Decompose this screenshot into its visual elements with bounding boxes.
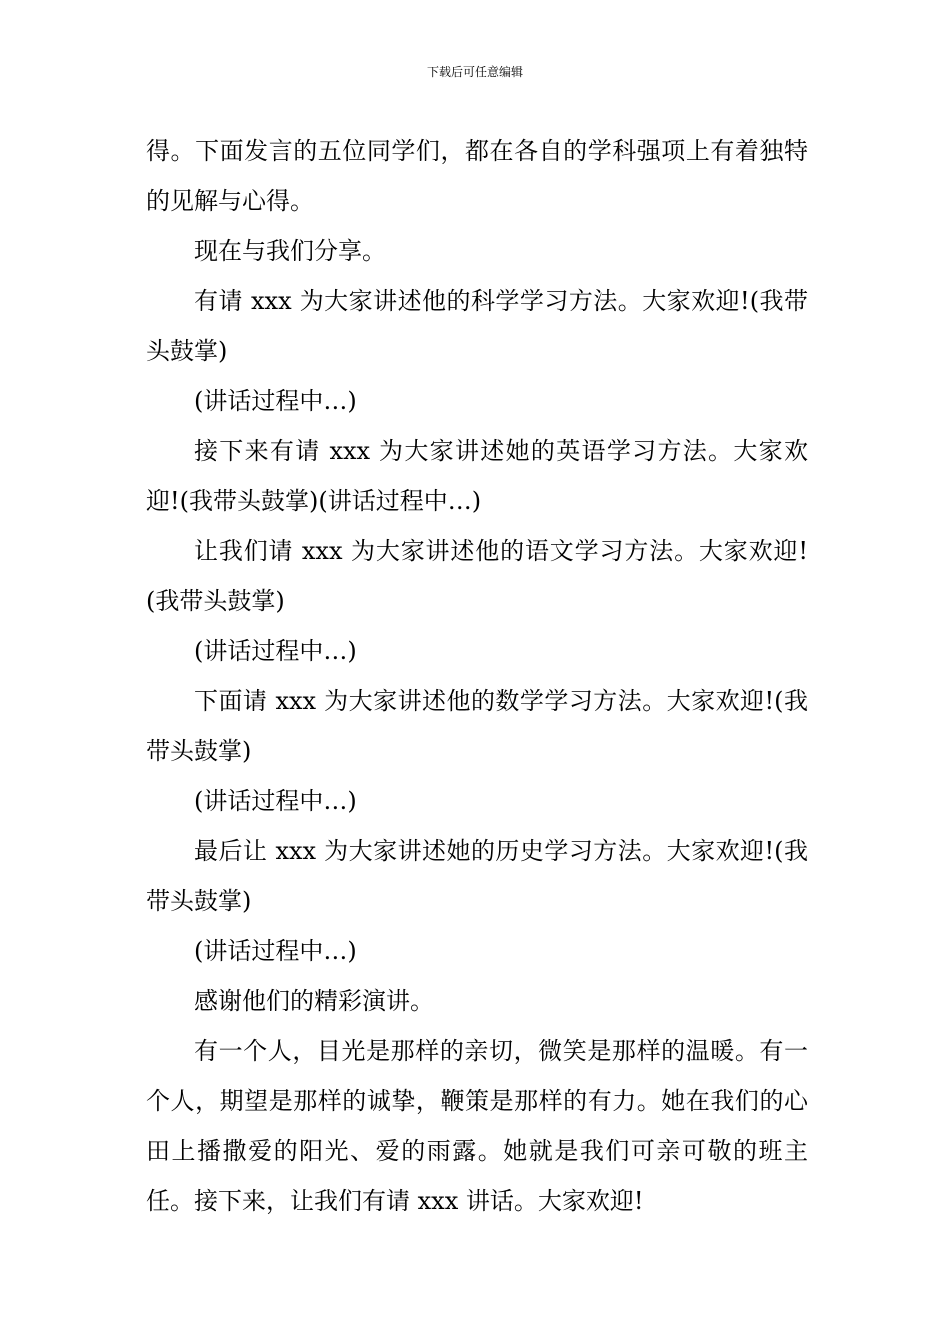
paragraph: 有请 xxx 为大家讲述他的科学学习方法。大家欢迎!(我带头鼓掌): [146, 287, 808, 365]
paragraph: 感谢他们的精彩演讲。: [194, 987, 434, 1015]
paragraph: 接下来有请 xxx 为大家讲述她的英语学习方法。大家欢迎!(我带头鼓掌)(讲话过程中…): [146, 437, 808, 515]
document-body: [146, 126, 808, 1226]
paragraph: 现在与我们分享。: [194, 237, 386, 265]
paragraph: 得。下面发言的五位同学们，都在各自的学科强项上有着独特的见解与心得。: [146, 137, 808, 215]
paragraph: (讲话过程中…): [194, 637, 357, 665]
paragraph: 最后让 xxx 为大家讲述她的历史学习方法。大家欢迎!(我带头鼓掌): [146, 837, 808, 915]
paragraph: 让我们请 xxx 为大家讲述他的语文学习方法。大家欢迎!(我带头鼓掌): [146, 537, 808, 615]
paragraph: (讲话过程中…): [194, 387, 357, 415]
paragraph: 有一个人，目光是那样的亲切，微笑是那样的温暖。有一个人，期望是那样的诚挚，鞭策是那样的有力。她在我们的心田上播撒爱的阳光、爱的雨露。她就是我们可亲可敬的班主任。接下来，让我们有请 xxx 讲话。大家欢迎!: [146, 1037, 808, 1215]
page-header: 下载后可任意编辑: [426, 65, 523, 79]
paragraph: (讲话过程中…): [194, 787, 357, 815]
paragraph: 下面请 xxx 为大家讲述他的数学学习方法。大家欢迎!(我带头鼓掌): [146, 687, 808, 765]
paragraph: (讲话过程中…): [194, 937, 357, 965]
